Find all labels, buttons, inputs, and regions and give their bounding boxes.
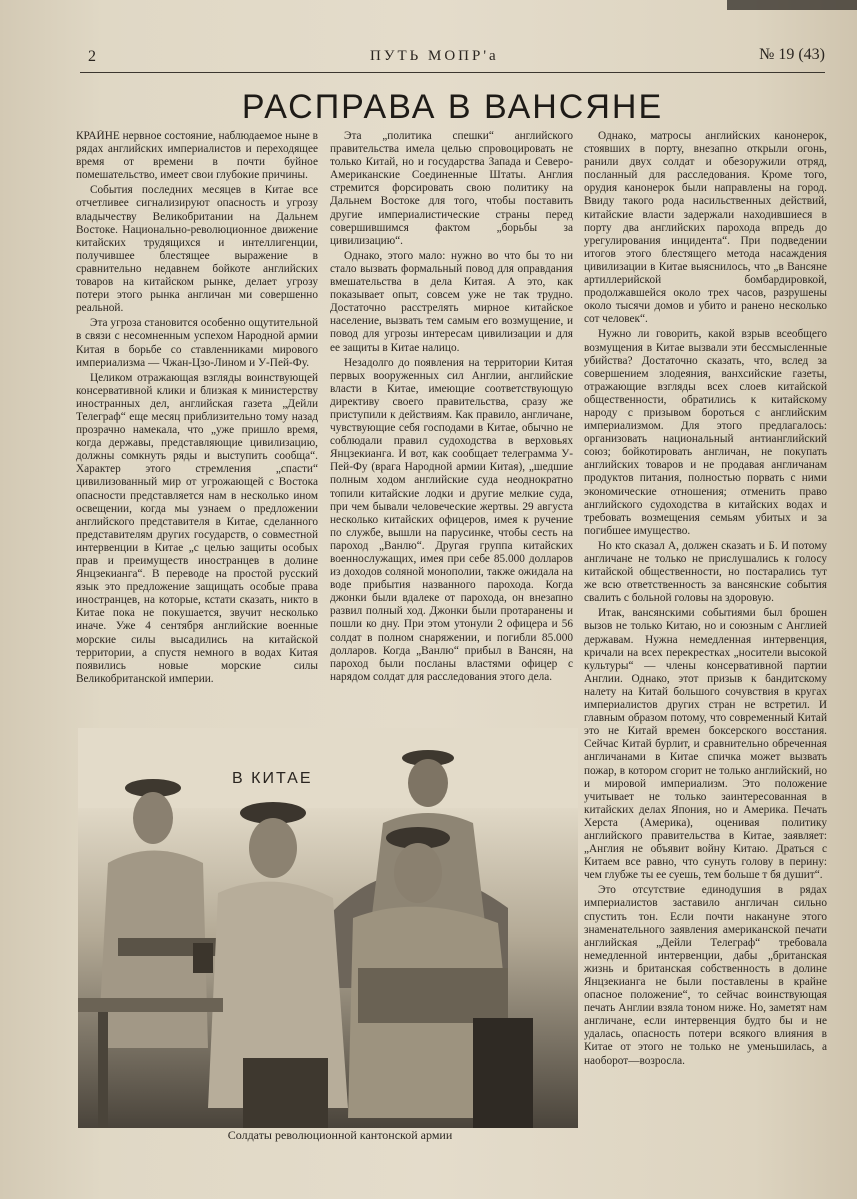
publication-name: ПУТЬ МОПР'а (370, 48, 499, 64)
article-headline: РАСПРАВА В ВАНСЯНЕ (241, 88, 664, 126)
page-number: 2 (88, 48, 96, 65)
paragraph: События последних месяцев в Китае все отчетливее сигнализируют опасность и угрозу владычеству Великобритании на Дальнем Востоке. Национально-революционное движение китайских трудящихся и интеллигенции, получившее блестящее выражение в сравнительно недавнем бойкоте английских товаров на китайском рынке, делает угрозу потери этого рынка англичан ми совершенно реальной. (76, 184, 318, 315)
paragraph: КРАЙНЕ нервное состояние, наблюдаемое ныне в рядах английских империалистов и переходящее время от времени в почти буйное помешательство, имеет свои глубокие причины. (76, 130, 318, 182)
paragraph: Однако, матросы английских канонерок, стоявших в порту, внезапно открыли огонь, ранили двух солдат и обезоружили отряд, посланный для расследования. Кроме того, орудия канонерок были направлены на город. Ввиду такого рода насильственных действий, китайские власти задержали находившиеся в порту два английских парохода впредь до урегулирования инцидента“. При подведении итогов этого блестящего метода насаждения цивилизации в Китае выяснилось, что „в Вансяне артиллерийской бомбардировкой, продолжавшейся около трех часов, разрушены около тысячи домов и убито и ранено несколько сот человек“. (584, 130, 827, 326)
article-column-1 (76, 130, 318, 708)
article-column-3 (584, 130, 827, 1142)
photo-title: В КИТАЕ (232, 770, 313, 787)
photo-caption: Солдаты революционной кантонской армии (227, 1128, 453, 1142)
paragraph: Эта угроза становится особенно ощутительной в связи с несомненным успехом Народной армии Китая в борьбе со ставленниками мирового империализма — Чжан-Цзо-Лином и У-Пей-Фу. (76, 317, 318, 369)
torn-corner (727, 0, 857, 10)
paragraph: Итак, вансянскими событиями был брошен вызов не только Китаю, но и союзным с Англией державам. Нужна немедленная интервенция, кричали на всех перекрестках „носители высокой культуры“ — члены консервативной партии Англии. Однако, этот призыв к бандитскому налету на Китай большого сочувствия в кругах империалистов других стран не встретил. И главным образом потому, что современный Китай это не Китай времен боксерского восстания. Сейчас Китай бурлит, и сравнительно обреченная англичанами в Китае спичка может вызвать пожар, в котором сгорит не только английский, но и мировой империализм. Это положение учитывает не только заинтересованная в китайских делах Япония, но и Америка. Печать Херста (Америка), оценивая политику английского правительства в Китае, заявляет: „Англия не объявит войну Китаю. Драться с Китаем все равно, что сунуть голову в перину: чем глубже ты ее суешь, тем больше т бя душит“. (584, 607, 827, 882)
page-header (80, 44, 825, 70)
paragraph: Это отсутствие единодушия в рядах империалистов заставило англичан сильно спустить тон. Если почти накануне этого знаменательного заявления американской печати английская „Дейли Телеграф“ требовала немедленной интервенции, дабы „британская жизнь и британская собственность в долине Янцзекианга не были поставлены в крайне опасное положение“, то сейчас воинствующая печать Англии взяла тоном ниже. Но, заметят нам англичане, если интервенция будто бы и не удалась, опасность потери всякого влияния в Китае от этого не только не уменьшилась, а наоборот—возросла. (584, 884, 827, 1067)
paragraph: Нужно ли говорить, какой взрыв всеобщего возмущения в Китае вызвали эти бессмысленные убийства? Достаточно сказать, что, вслед за совершением злодеяния, ванхсийские газеты, отражающие взгляды всех слоев китайской общественности, обратились к китайскому народу с призывом бороться с английским империализмом. Для этого предлагалось: организовать национальный антианглийский союз; бойкотировать англичан, не покупать английских товаров и не продавая англичанам продуктов питания, полностью порвать с ними экономические отношения; отменить право английского судоходства в китайских водах и требовать возмещения семьям убитых и за погибшее имущество. (584, 328, 827, 537)
paragraph: Эта „политика спешки“ английского правительства имела целью спровоцировать не только Китай, но и государства Запада и Северо-Американские Соединенные Штаты. Англия стремится форсировать свою политику на Дальнем Востоке для того, чтобы поставить другие империалистические страны перед совершившимся фактом „борьбы за цивилизацию“. (330, 130, 573, 247)
header-rule (80, 72, 825, 73)
issue-number: № 19 (43) (759, 46, 825, 63)
soldiers-photo (78, 728, 578, 1128)
paragraph: Однако, этого мало: нужно во что бы то ни стало вызвать формальный повод для оправдания вмешательства в дела Китая. А это, как показывает опыт, совсем уже не так трудно. Достаточно расстрелять мирное китайское население, вызвать тем самым его возмущение, и повод для угрозы интересам цивилизации и для ее защиты в Китае налицо. (330, 249, 573, 354)
paragraph: Но кто сказал А, должен сказать и Б. И потому англичане не только не прислушались к голосу китайской общественности, но постарались тут же всю ответственность за вансянские события свалить с больной головы на здоровую. (584, 539, 827, 605)
paragraph: Целиком отражающая взгляды воинствующей консервативной клики и близкая к министерству иностранных дел, английская газета „Дейли Телеграф“ еще месяц приблизительно тому назад прозрачно намекала, что „уже пришло время, когда державы, представляющие цивилизацию, должны сомкнуть ряды и выступить сообща“. Характер этого стремления „спасти“ цивилизованный мир от угрожающей с Востока опасности представляется нам в несколько ином освещении, когда мы узнаем о предложении английского представителя в Китае, сделанного представителям других государств, о совместной интервенции в Китае „с целью защиты особых прав и преимуществ иностранцев в долине Янцзекианга“. В переводе на простой русский язык это предложение защищать особые права иностранцев, на которые, кстати сказать, никто в Китае пока не покушается, звучит несколько иначе. Уже 4 сентября английские военные морские силы высадились на китайской территории, а спустя немного в водах Китая появились новые морские силы Великобританской империи. (76, 371, 318, 685)
article-column-2 (330, 130, 573, 706)
paragraph: Незадолго до появления на территории Китая первых вооруженных сил Англии, английские власти в Китае, имеющие соответствующую директиву своего правительства, сразу же приступили к действиям. Как правило, англичане, чувствующие себя господами в Китае, обычно не соблюдали правил судоходства в верховьях Янцзекианга. И вот, как сообщает телеграмма У-Пей-Фу (врага Народной армии Китая), „шедшие полным ходом английские суда неоднократно топили китайские лодки и другие мелкие суда, при чем бывали человеческие жертвы. 29 августа несколько китайских офицеров, имея к ручение по службе, вышли на парусинке, чтобы сесть на пароход „Ванлю“. Другая группа китайских военнослужащих, имея при себе 85.000 долларов из доходов соляной монополии, также ожидала на воде прибытия названного парохода. Когда джонки были вдалеке от парохода, он внезапно развил полный ход. Джонки были протаранены и пошли ко дну. При этом утонули 2 офицера и 56 солдат в полном снаряжении, и погибли 85.000 долларов. Когда „Ванлю“ прибыл в Вансян, на пароход были посланы властями офицер с нарядом солдат для расследования этого дела. (330, 356, 573, 683)
